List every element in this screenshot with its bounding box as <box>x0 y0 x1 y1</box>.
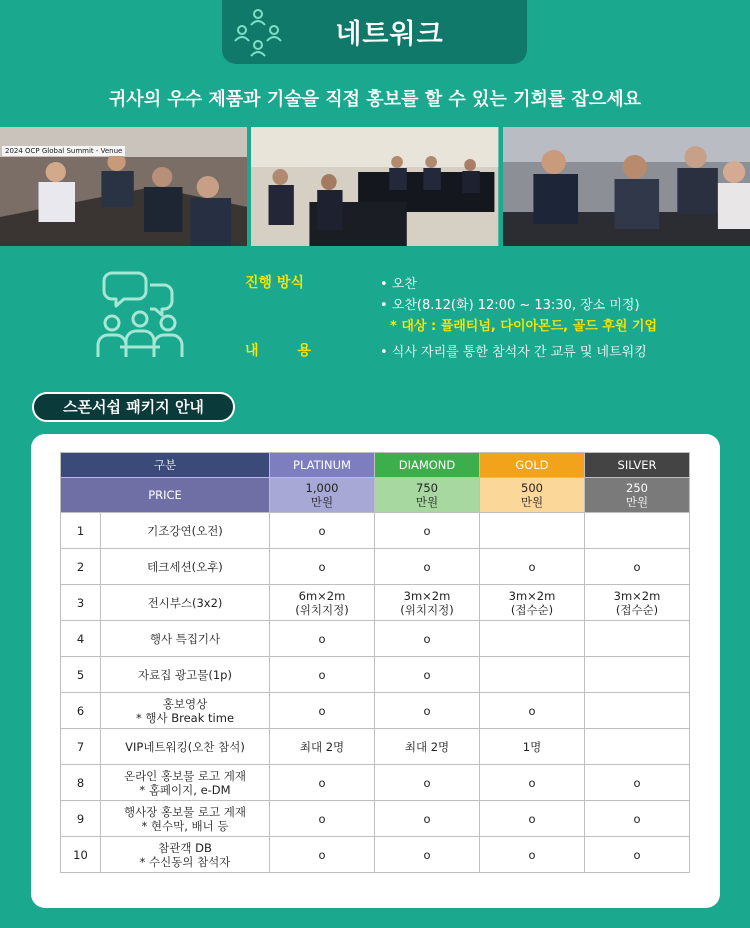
cell-no: 7 <box>61 729 101 765</box>
price-label: PRICE <box>61 478 270 513</box>
table-row <box>61 513 690 549</box>
cell-platinum: o <box>270 693 375 729</box>
cell-silver: 3m×2m (접수순) <box>585 585 690 621</box>
cell-no: 1 <box>61 513 101 549</box>
cell-silver <box>585 513 690 549</box>
table-row <box>61 549 690 585</box>
cell-silver <box>585 657 690 693</box>
cell-platinum: 최대 2명 <box>270 729 375 765</box>
cell-platinum: 6m×2m (위치지정) <box>270 585 375 621</box>
method-label: 진행 방식 <box>245 275 304 291</box>
target-note: * 대상 : 플래티넘, 다이아몬드, 골드 후원 기업 <box>390 319 658 334</box>
cell-no: 9 <box>61 801 101 837</box>
cell-no: 4 <box>61 621 101 657</box>
header-tab <box>222 0 527 64</box>
cell-gold <box>480 621 585 657</box>
sponsorship-table <box>60 452 690 873</box>
cell-item: VIP네트워킹(오찬 참석) <box>101 729 270 765</box>
cell-item: 전시부스(3x2) <box>101 585 270 621</box>
cell-silver <box>585 621 690 657</box>
photo-networking-3 <box>503 127 750 246</box>
cell-item: 행사 특집기사 <box>101 621 270 657</box>
cell-platinum: o <box>270 837 375 873</box>
cell-diamond: o <box>375 693 480 729</box>
price-diamond: 750 만원 <box>375 478 480 513</box>
table-row <box>61 585 690 621</box>
price-platinum: 1,000 만원 <box>270 478 375 513</box>
cell-silver: o <box>585 837 690 873</box>
photo-networking-2 <box>251 127 498 246</box>
cell-item: 자료집 광고물(1p) <box>101 657 270 693</box>
header-platinum: PLATINUM <box>270 453 375 478</box>
cell-platinum: o <box>270 513 375 549</box>
cell-item: 테크세션(오후) <box>101 549 270 585</box>
table-row <box>61 837 690 873</box>
cell-diamond: 최대 2명 <box>375 729 480 765</box>
cell-platinum: o <box>270 549 375 585</box>
content-value: • 식사 자리를 통한 참석자 간 교류 및 네트워킹 <box>380 345 647 360</box>
cell-item: 홍보영상 * 행사 Break time <box>101 693 270 729</box>
photo-networking-1 <box>0 127 247 246</box>
table-row <box>61 765 690 801</box>
table-row <box>61 621 690 657</box>
table-row <box>61 693 690 729</box>
cell-no: 6 <box>61 693 101 729</box>
header-category: 구분 <box>61 453 270 478</box>
cell-silver: o <box>585 801 690 837</box>
discussion-group-icon <box>90 265 190 365</box>
photo-caption: 2024 OCP Global Summit - Venue <box>2 146 125 156</box>
cell-diamond: o <box>375 549 480 585</box>
table-header-row <box>61 453 690 478</box>
page-title: 네트워크 <box>335 19 444 50</box>
cell-no: 2 <box>61 549 101 585</box>
cell-platinum: o <box>270 765 375 801</box>
method-value-1: • 오찬 <box>380 277 417 292</box>
cell-no: 8 <box>61 765 101 801</box>
table-row <box>61 657 690 693</box>
cell-no: 3 <box>61 585 101 621</box>
cell-item: 참관객 DB * 수신동의 참석자 <box>101 837 270 873</box>
cell-platinum: o <box>270 801 375 837</box>
cell-gold: o <box>480 693 585 729</box>
page-subtitle: 귀사의 우수 제품과 기술을 직접 홍보를 할 수 있는 기회를 잡으세요 <box>108 89 642 110</box>
cell-diamond: 3m×2m (위치지정) <box>375 585 480 621</box>
cell-diamond: o <box>375 765 480 801</box>
cell-gold: o <box>480 765 585 801</box>
package-panel <box>31 434 720 908</box>
cell-gold <box>480 657 585 693</box>
cell-silver: o <box>585 549 690 585</box>
cell-gold: o <box>480 801 585 837</box>
cell-diamond: o <box>375 837 480 873</box>
cell-silver <box>585 729 690 765</box>
cell-item: 온라인 홍보물 로고 게재 * 홈페이지, e-DM <box>101 765 270 801</box>
cell-silver <box>585 693 690 729</box>
price-row <box>61 478 690 513</box>
header-gold: GOLD <box>480 453 585 478</box>
header-diamond: DIAMOND <box>375 453 480 478</box>
cell-diamond: o <box>375 621 480 657</box>
cell-platinum: o <box>270 621 375 657</box>
section-title: 스폰서쉽 패키지 안내 <box>32 392 235 422</box>
cell-gold <box>480 513 585 549</box>
price-gold: 500 만원 <box>480 478 585 513</box>
cell-item: 행사장 홍보물 로고 게재 * 현수막, 배너 등 <box>101 801 270 837</box>
table-row <box>61 729 690 765</box>
method-value-2: • 오찬(8.12(화) 12:00 ~ 13:30, 장소 미정) <box>380 298 640 313</box>
cell-gold: o <box>480 837 585 873</box>
cell-item: 기조강연(오전) <box>101 513 270 549</box>
cell-diamond: o <box>375 513 480 549</box>
cell-gold: 1명 <box>480 729 585 765</box>
content-label: 내 용 <box>245 343 312 359</box>
cell-gold: 3m×2m (접수순) <box>480 585 585 621</box>
cell-no: 10 <box>61 837 101 873</box>
header-silver: SILVER <box>585 453 690 478</box>
cell-platinum: o <box>270 657 375 693</box>
cell-no: 5 <box>61 657 101 693</box>
photo-strip <box>0 127 750 246</box>
cell-diamond: o <box>375 801 480 837</box>
cell-silver: o <box>585 765 690 801</box>
cell-diamond: o <box>375 657 480 693</box>
table-row <box>61 801 690 837</box>
price-silver: 250 만원 <box>585 478 690 513</box>
cell-gold: o <box>480 549 585 585</box>
